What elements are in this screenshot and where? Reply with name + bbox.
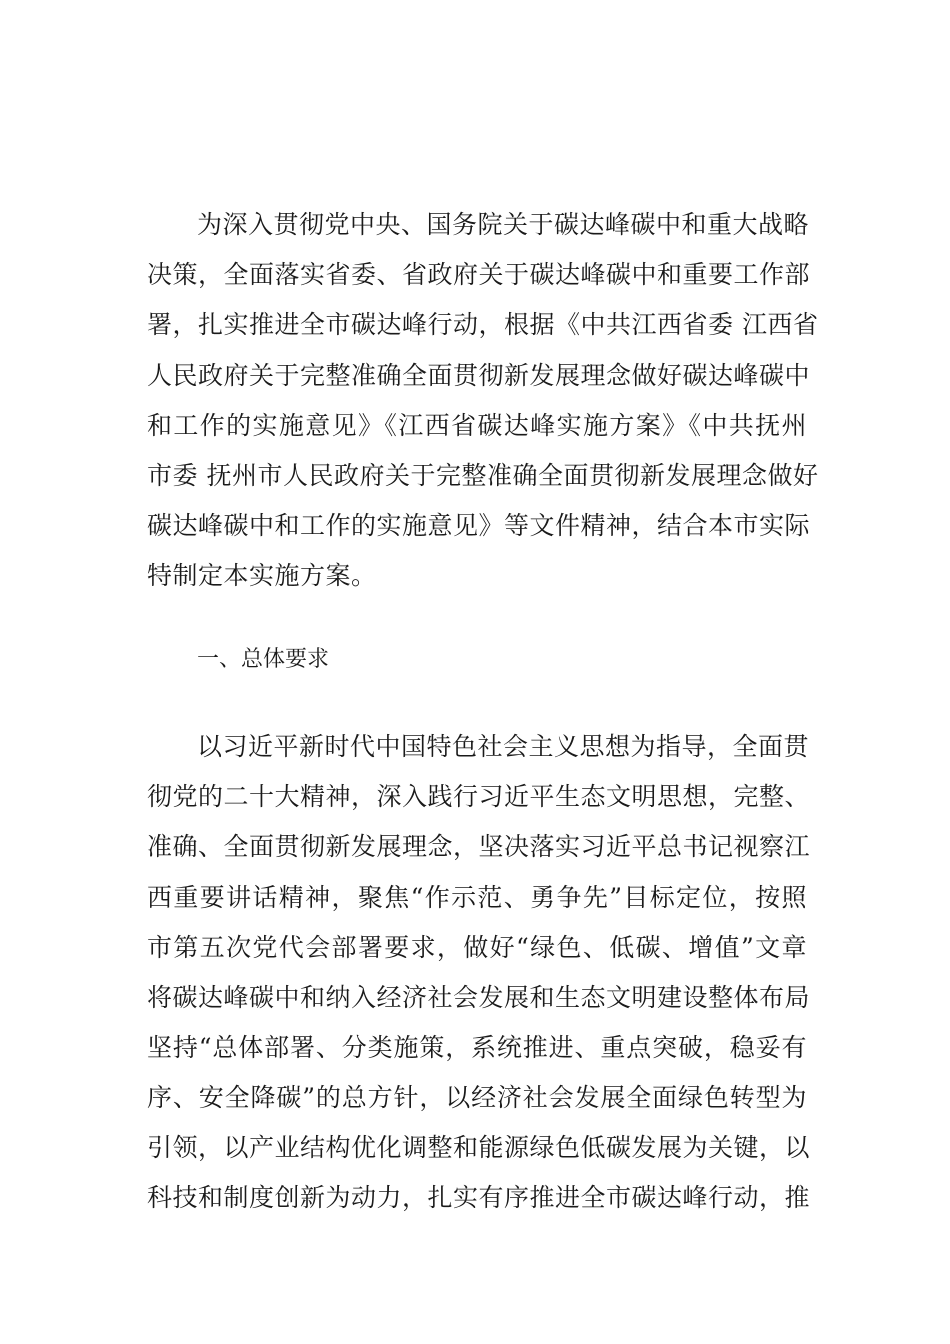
paragraph-line: 决策，全面落实省委、省政府关于碳达峰碳中和重要工作部: [147, 260, 811, 289]
paragraph-line: 序、安全降碳”的总方针，以经济社会发展全面绿色转型为: [147, 1083, 807, 1112]
paragraph-line: 特制定本实施方案。: [147, 561, 377, 590]
paragraph-line: 将碳达峰碳中和纳入经济社会发展和生态文明建设整体布局: [147, 983, 811, 1012]
paragraph-line: 为深入贯彻党中央、国务院关于碳达峰碳中和重大战略: [197, 210, 810, 239]
paragraph-line: 碳达峰碳中和工作的实施意见》等文件精神，结合本市实际: [147, 511, 811, 540]
paragraph-line: 市第五次党代会部署要求，做好“绿色、低碳、增值”文章: [147, 933, 807, 962]
paragraph-line: 和工作的实施意见》《江西省碳达峰实施方案》《中共抚州: [147, 411, 807, 440]
paragraph-line: 人民政府关于完整准确全面贯彻新发展理念做好碳达峰碳中: [147, 361, 811, 390]
paragraph-line: 署，扎实推进全市碳达峰行动，根据《中共江西省委 江西省: [147, 310, 819, 339]
paragraph-line: 彻党的二十大精神，深入践行习近平生态文明思想，完整、: [147, 782, 811, 811]
paragraph-line: 科技和制度创新为动力，扎实有序推进全市碳达峰行动，推: [147, 1183, 811, 1212]
paragraph-line: 市委 抚州市人民政府关于完整准确全面贯彻新发展理念做好: [147, 461, 819, 490]
paragraph-line: 引领，以产业结构优化调整和能源绿色低碳发展为关键，以: [147, 1133, 811, 1162]
paragraph-line: 以习近平新时代中国特色社会主义思想为指导，全面贯: [197, 732, 810, 761]
paragraph-line: 准确、全面贯彻新发展理念，坚决落实习近平总书记视察江: [147, 832, 811, 861]
paragraph-line: 西重要讲话精神，聚焦“作示范、勇争先”目标定位，按照: [147, 883, 807, 912]
paragraph-line: 坚持“总体部署、分类施策，系统推进、重点突破，稳妥有: [147, 1033, 807, 1062]
section-heading: 一、总体要求: [197, 647, 330, 672]
